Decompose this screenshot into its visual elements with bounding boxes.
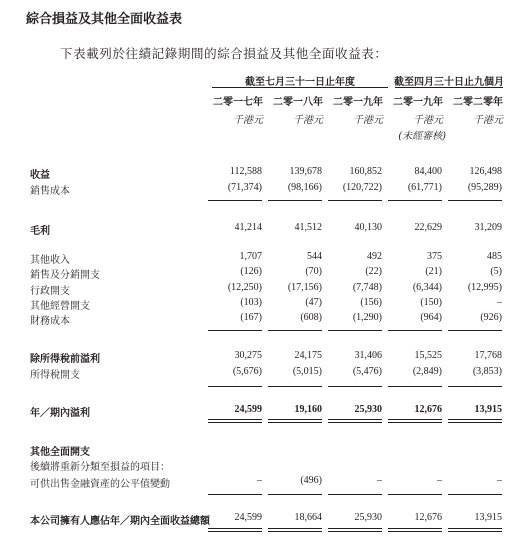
total-double-rule bbox=[448, 419, 502, 423]
row-value: (150) bbox=[420, 297, 442, 308]
row-value: (120,722) bbox=[342, 182, 382, 193]
subtotal-rule bbox=[208, 494, 262, 495]
row-value: (5,476) bbox=[352, 366, 382, 377]
subtotal-rule bbox=[388, 386, 442, 387]
row-value: (964) bbox=[420, 312, 442, 323]
subtotal-rule bbox=[328, 200, 382, 201]
row-value: 15,525 bbox=[414, 350, 442, 361]
row-label: 毛利 bbox=[30, 226, 50, 237]
row-value: 24,599 bbox=[234, 404, 262, 415]
column-unit: 千港元 bbox=[233, 115, 263, 126]
column-unit: 千港元 bbox=[473, 115, 503, 126]
row-value: 22,629 bbox=[414, 222, 442, 233]
subtotal-rule bbox=[388, 494, 442, 495]
total-double-rule bbox=[208, 528, 262, 532]
row-label: 除所得稅前溢利 bbox=[30, 354, 100, 365]
row-label: 銷售及分銷開支 bbox=[30, 270, 100, 281]
subtotal-rule bbox=[328, 330, 382, 331]
total-double-rule bbox=[448, 528, 502, 532]
row-value: – bbox=[497, 475, 502, 486]
header-group-nine-months-rule bbox=[395, 87, 503, 88]
row-value: 30,275 bbox=[234, 350, 262, 361]
table-row bbox=[0, 404, 525, 420]
column-unit: 千港元 bbox=[293, 115, 323, 126]
column-year: 二零一七年 bbox=[213, 97, 263, 108]
row-value: (21) bbox=[425, 266, 442, 277]
row-value: (126) bbox=[240, 266, 262, 277]
row-label: 其他全面開支 bbox=[30, 447, 90, 458]
row-value: (12,995) bbox=[467, 282, 502, 293]
row-value: (17,156) bbox=[287, 282, 322, 293]
row-value: (95,289) bbox=[467, 182, 502, 193]
total-double-rule bbox=[388, 528, 442, 532]
row-value: (12,250) bbox=[227, 282, 262, 293]
row-value: (3,853) bbox=[472, 366, 502, 377]
subtotal-rule bbox=[208, 200, 262, 201]
row-value: (496) bbox=[300, 475, 322, 486]
row-value: 31,209 bbox=[474, 222, 502, 233]
subtotal-rule bbox=[268, 200, 322, 201]
column-unit: 千港元 bbox=[353, 115, 383, 126]
table-row bbox=[0, 350, 525, 366]
table-row bbox=[0, 282, 525, 298]
row-value: 19,160 bbox=[294, 404, 322, 415]
row-value: 126,498 bbox=[469, 166, 502, 177]
row-value: (5) bbox=[490, 266, 502, 277]
row-value: (22) bbox=[365, 266, 382, 277]
row-value: 485 bbox=[487, 251, 502, 262]
row-value: (156) bbox=[360, 297, 382, 308]
row-label: 本公司擁有人應佔年／期內全面收益總額 bbox=[30, 516, 210, 527]
column-unit: 千港元 bbox=[413, 115, 443, 126]
table-row bbox=[0, 475, 525, 491]
row-value: 1,707 bbox=[239, 251, 262, 262]
subtotal-rule bbox=[448, 494, 502, 495]
row-value: 24,175 bbox=[294, 350, 322, 361]
row-label: 銷售成本 bbox=[30, 186, 70, 197]
row-value: 40,130 bbox=[354, 222, 382, 233]
row-value: 12,676 bbox=[414, 512, 442, 523]
row-value: 375 bbox=[427, 251, 442, 262]
row-value: (167) bbox=[240, 312, 262, 323]
subtotal-rule bbox=[388, 200, 442, 201]
table-row bbox=[0, 443, 525, 459]
row-value: (2,849) bbox=[412, 366, 442, 377]
header-group-years-rule bbox=[212, 87, 388, 88]
table-row bbox=[0, 251, 525, 267]
row-value: (7,748) bbox=[352, 282, 382, 293]
subtotal-rule bbox=[448, 330, 502, 331]
table-row bbox=[0, 512, 525, 528]
subtotal-rule bbox=[328, 494, 382, 495]
subtotal-rule bbox=[448, 200, 502, 201]
row-label: 所得稅開支 bbox=[30, 370, 80, 381]
row-value: (61,771) bbox=[407, 182, 442, 193]
row-value: 492 bbox=[367, 251, 382, 262]
row-value: – bbox=[377, 475, 382, 486]
row-value: (98,166) bbox=[287, 182, 322, 193]
column-year: 二零一九年 bbox=[333, 97, 383, 108]
row-value: 18,664 bbox=[294, 512, 322, 523]
table-row bbox=[0, 182, 525, 198]
row-value: 12,676 bbox=[414, 404, 442, 415]
intro-text: 下表載列於往績記錄期間的綜合損益及其他全面收益表： bbox=[60, 46, 388, 61]
column-year: 二零一八年 bbox=[273, 97, 323, 108]
row-value: (103) bbox=[240, 297, 262, 308]
row-value: (6,344) bbox=[412, 282, 442, 293]
row-value: 13,915 bbox=[474, 404, 502, 415]
row-value: – bbox=[497, 297, 502, 308]
column-year: 二零二零年 bbox=[453, 97, 503, 108]
row-label: 收益 bbox=[30, 170, 50, 181]
header-group-nine-months: 截至四月三十日止九個月 bbox=[394, 77, 504, 88]
subtotal-rule bbox=[208, 330, 262, 331]
table-row bbox=[0, 297, 525, 313]
subtotal-rule bbox=[448, 386, 502, 387]
row-value: (5,676) bbox=[232, 366, 262, 377]
total-double-rule bbox=[328, 528, 382, 532]
page-title: 綜合損益及其他全面收益表 bbox=[26, 12, 183, 27]
row-value: (70) bbox=[305, 266, 322, 277]
row-value: 25,930 bbox=[354, 404, 382, 415]
row-value: (608) bbox=[300, 312, 322, 323]
total-double-rule bbox=[328, 419, 382, 423]
row-value: 84,400 bbox=[414, 166, 442, 177]
row-value: – bbox=[437, 475, 442, 486]
row-value: 17,768 bbox=[474, 350, 502, 361]
row-value: 25,930 bbox=[354, 512, 382, 523]
subtotal-rule bbox=[268, 494, 322, 495]
row-value: (71,374) bbox=[227, 182, 262, 193]
total-double-rule bbox=[268, 528, 322, 532]
row-label: 年／期內溢利 bbox=[30, 408, 90, 419]
row-value: 544 bbox=[307, 251, 322, 262]
row-value: 31,406 bbox=[354, 350, 382, 361]
table-row bbox=[0, 222, 525, 238]
unaudited-note: (未經審核) bbox=[398, 131, 446, 142]
table-row bbox=[0, 312, 525, 328]
subtotal-rule bbox=[268, 386, 322, 387]
row-label: 後續將重新分類至損益的項目： bbox=[30, 462, 170, 473]
total-double-rule bbox=[208, 419, 262, 423]
subtotal-rule bbox=[388, 330, 442, 331]
row-value: (47) bbox=[305, 297, 322, 308]
subtotal-rule bbox=[268, 330, 322, 331]
row-value: 160,852 bbox=[349, 166, 382, 177]
row-label: 其他經營開支 bbox=[30, 301, 90, 312]
table-row bbox=[0, 458, 525, 474]
row-value: (5,015) bbox=[292, 366, 322, 377]
table-row bbox=[0, 366, 525, 382]
row-value: 41,214 bbox=[234, 222, 262, 233]
row-value: 139,678 bbox=[289, 166, 322, 177]
row-label: 其他收入 bbox=[30, 255, 70, 266]
total-double-rule bbox=[388, 419, 442, 423]
row-label: 可供出售金融資產的公平值變動 bbox=[30, 479, 170, 490]
row-value: (926) bbox=[480, 312, 502, 323]
row-value: 112,588 bbox=[229, 166, 262, 177]
row-value: 41,512 bbox=[294, 222, 322, 233]
row-label: 財務成本 bbox=[30, 316, 70, 327]
table-row bbox=[0, 266, 525, 282]
row-value: – bbox=[257, 475, 262, 486]
total-double-rule bbox=[268, 419, 322, 423]
subtotal-rule bbox=[208, 386, 262, 387]
row-value: (1,290) bbox=[352, 312, 382, 323]
header-group-years: 截至七月三十一日止年度 bbox=[245, 77, 355, 88]
subtotal-rule bbox=[328, 386, 382, 387]
row-value: 24,599 bbox=[234, 512, 262, 523]
row-value: 13,915 bbox=[474, 512, 502, 523]
table-row bbox=[0, 166, 525, 182]
row-label: 行政開支 bbox=[30, 286, 70, 297]
column-year: 二零一九年 bbox=[393, 97, 443, 108]
